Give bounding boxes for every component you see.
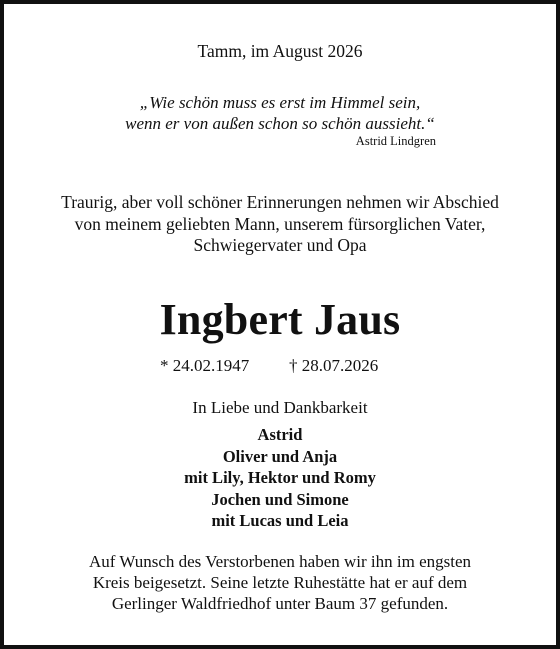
mourner: mit Lily, Hektor und Romy [184, 468, 376, 487]
mourner: mit Lucas und Leia [211, 511, 349, 530]
deceased-name: Ingbert Jaus [159, 295, 401, 344]
quote [4, 92, 556, 134]
mourners-list [4, 424, 556, 532]
quote-line: wenn er von außen schon so schön aussieht.“ [125, 114, 435, 133]
closing-line: Kreis beigesetzt. Seine letzte Ruhestätte hat er auf dem [92, 573, 468, 592]
closing-line: Gerlinger Waldfriedhof unter Baum 37 gefunden. [111, 594, 449, 613]
quote-author: Astrid Lindgren [355, 134, 436, 148]
intro-line: Schwiegervater und Opa [193, 235, 367, 255]
place-date: Tamm, im August 2026 [197, 41, 363, 61]
intro-text [4, 192, 556, 257]
quote-line: „Wie schön muss es erst im Himmel sein, [139, 93, 421, 112]
mourner: Jochen und Simone [211, 489, 349, 509]
birth-date: * 24.02.1947 [160, 356, 250, 375]
closing-line: Auf Wunsch des Verstorbenen haben wir ihn im engsten [88, 552, 472, 571]
love-line: In Liebe und Dankbarkeit [192, 398, 368, 417]
mourner: Oliver und Anja [222, 446, 338, 466]
intro-line: von meinem geliebten Mann, unserem fürsorglichen Vater, [74, 213, 486, 234]
closing-text [4, 551, 556, 614]
death-date: † 28.07.2026 [289, 356, 379, 375]
intro-line: Traurig, aber voll schöner Erinnerungen nehmen wir Abschied [61, 192, 499, 212]
mourner: Astrid [257, 425, 303, 444]
